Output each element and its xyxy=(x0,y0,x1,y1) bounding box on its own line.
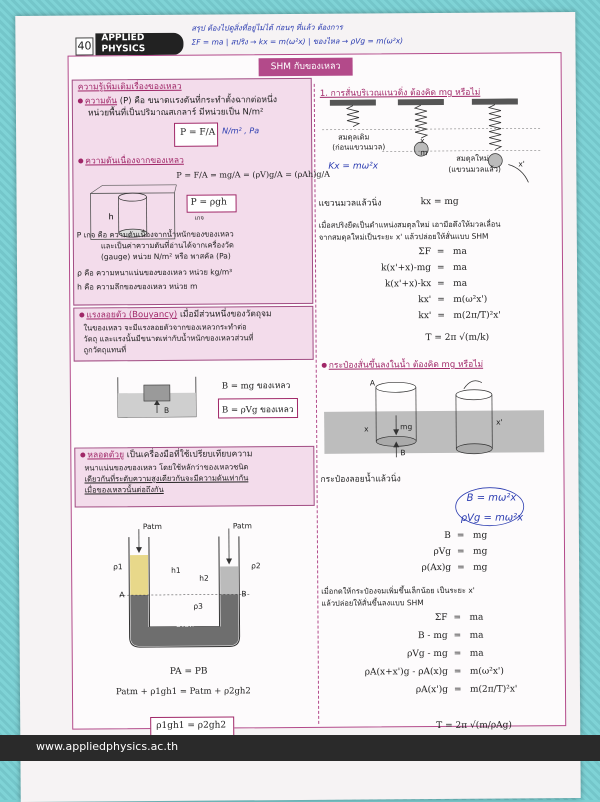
h1-label: h1 xyxy=(171,565,181,576)
eq-rhs: m(2π/T)²x' xyxy=(470,684,517,694)
u-tube-diagram xyxy=(109,526,260,657)
kx-mg: kx = mg xyxy=(421,197,459,207)
buoy-line1: แรงลอยตัว (Bouyancy) เมื่อมีส่วนหนึ่งของวัตถุจม xyxy=(79,308,271,321)
eq-lhs: k(x'+x)-mg xyxy=(381,263,431,273)
eq-rhs: m(2π/T)²x' xyxy=(453,311,500,321)
eq-sign: = xyxy=(457,547,465,557)
handwritten-note-1: สรุป ต้องไปดูสิ่งที่อยู่ไม่ได้ ก่อนๆ ที่แล้ว ต้องการ xyxy=(191,22,342,35)
can-para4: แล้วปล่อยให้สั่นขึ้นลงแบบ SHM xyxy=(321,597,423,609)
eq-sign: = xyxy=(437,311,445,321)
float-text: กระป๋องลอยน้ำแล้วนิ่ง xyxy=(320,473,400,486)
pressure-line1: ความดัน (P) คือ ขนาดแรงดันที่กระทำตั้งฉากต่อหนึ่ง xyxy=(78,94,277,107)
eq-sign: = xyxy=(454,631,462,641)
spring-header: 1. การสั่นบริเวณแนวดิ่ง ต้องคิด mg หรือไม่ xyxy=(320,87,481,100)
eq-lhs: B xyxy=(444,531,451,541)
buoyancy-diagram xyxy=(114,371,200,422)
page-number: 40 xyxy=(75,37,93,55)
eq-sign: = xyxy=(437,247,445,257)
eq-lhs: ρVg - mg xyxy=(407,649,448,659)
mano-line4: เมื่อของเหลวนั้นต่อถึงกัน xyxy=(85,484,164,496)
eq-rhs: mg xyxy=(473,531,487,541)
rho2-label: ρ2 xyxy=(251,560,261,571)
spring-new-label2: (แขวนมวลแล้ว) xyxy=(448,164,501,175)
can-para3: เมื่อกดให้กระป๋องจมเพิ่มขึ้นเล็กน้อย เป็นระยะ x' xyxy=(321,585,475,597)
pressure-formula: P = F/A xyxy=(180,128,215,138)
eq-pa-pb: PA = PB xyxy=(170,667,208,677)
buoy-line4: ถูกวัตถุแทนที่ xyxy=(84,344,127,355)
mercury-label: ปรอท xyxy=(175,619,193,630)
eq-rhs: ma xyxy=(470,631,484,641)
rho3-label: ρ3 xyxy=(193,601,203,612)
can-diagram xyxy=(324,374,545,460)
can-x-label: x xyxy=(364,424,369,435)
book-page xyxy=(15,12,580,802)
eq-rhs: mg xyxy=(473,547,487,557)
h2-label: h2 xyxy=(199,573,209,584)
rho-line: ρ คือ ความหนาแน่นของของเหลว หน่วย kg/m³ xyxy=(77,266,232,278)
buoy-line2: ในของเหลว จะมีแรงลอยตัวจากของเหลวกระทำต่อ xyxy=(83,321,246,333)
buoy-B-label: B xyxy=(164,405,169,416)
eq-lhs: ΣF xyxy=(435,613,448,623)
pgauge-line3: (gauge) หน่วย N/m² หรือ พาสคัล (Pa) xyxy=(101,250,231,262)
eq-sign: = xyxy=(454,667,462,677)
eq-lhs: ρVg xyxy=(433,547,451,557)
eq-rhs: ma xyxy=(453,279,467,289)
eq-lhs: B - mg xyxy=(418,631,448,641)
depth-header: ความดันเนื่องจากของเหลว xyxy=(78,155,184,168)
point-A-label: A xyxy=(119,589,124,600)
can-period: T = 2π √(m/ρAg) xyxy=(436,721,512,732)
depth-h-label: h xyxy=(109,212,114,221)
eq-rhs: m(ω²x') xyxy=(470,667,504,677)
can-xp-label: x' xyxy=(496,417,503,428)
eq-sign: = xyxy=(437,279,445,289)
eq-rhs: m(ω²x') xyxy=(453,295,487,305)
eq-lhs: ρ(Ax)g xyxy=(421,563,451,573)
eq-sign: = xyxy=(437,263,445,273)
h-line: h คือ ความลึกของของเหลว หน่วย m xyxy=(77,281,197,293)
eq-lhs: kx' xyxy=(418,311,431,321)
gauge-subscript: เกจ xyxy=(195,213,204,224)
spring-m-label: m xyxy=(420,147,427,158)
pressure-line2: หน่วยพื้นที่เป็นปริมาณสเกลาร์ มีหน่วยเป็น N/m² xyxy=(88,106,264,119)
spring-orig-label: สมดุลเดิม xyxy=(338,131,369,142)
applied-physics-logo: APPLIED PHYSICS xyxy=(95,33,183,56)
handwritten-kx: Kx = mω²x xyxy=(328,161,378,171)
patm-right: Patm xyxy=(233,520,252,531)
hang-text: แขวนมวลแล้วนิ่ง xyxy=(319,197,382,209)
spring-orig-label2: (ก่อนแขวนมวล) xyxy=(332,141,385,152)
pressure-header: ความรู้เพิ่มเติมเรื่องของเหลว xyxy=(78,81,182,94)
buoy-eq1: B = mg ของเหลว xyxy=(222,378,291,392)
depth-formula: P = ρgh xyxy=(191,197,227,207)
eq-sign: = xyxy=(457,531,465,541)
eq-rhs: ma xyxy=(453,263,467,273)
eq-lhs: k(x'+x)-kx xyxy=(385,279,431,289)
eq-lhs: ΣF xyxy=(418,247,431,257)
depth-formula-top: P = F/A = mg/A = (ρV)g/A = (ρAh)g/A xyxy=(176,170,330,180)
mano-line3: เดียวกันที่ระดับความสูงเดียวกันจะมีความดันเท่ากัน xyxy=(84,472,248,484)
pgauge-line1: P เกจ คือ ความดันเนื่องจากน้ำหนักของของเหลว xyxy=(77,228,234,240)
eq-lhs: ρA(x+x')g - ρA(x)g xyxy=(365,667,448,678)
spring-new-label: สมดุลใหม่ xyxy=(456,153,489,164)
pressure-unit-note: N/m² , Pa xyxy=(222,126,259,135)
can-header-row: กระป๋องสั่นขึ้นลงในน้ำ ต้องคิด mg หรือไม่ xyxy=(322,359,483,372)
buoy-eq2: B = ρVg ของเหลว xyxy=(222,402,294,416)
handwritten-note-2: ΣF = ma | สปริง → kx = m(ω²x) | ของไหล → ρVg = m(ω²x) xyxy=(191,35,403,48)
footer-bar xyxy=(0,735,600,761)
buoy-line3: วัตถุ และแรงนั้นมีขนาดเท่ากับน้ำหนักของเหลวส่วนที่ xyxy=(83,332,253,344)
handwritten-B: B = mω²x xyxy=(467,492,517,503)
spring-period: T = 2π √(m/k) xyxy=(425,333,489,343)
eq-lhs: kx' xyxy=(418,295,431,305)
eq-rhs: ma xyxy=(470,649,484,659)
eq-sign: = xyxy=(453,613,461,623)
spring-para2: จากสมดุลใหม่เป็นระยะ x' แล้วปล่อยให้สั่นแบบ SHM xyxy=(319,231,489,243)
spring-para1: เมื่อสปริงยืดเป็นตำแหน่งสมดุลใหม่ เอามือดึงให้มวลเลื่อน xyxy=(319,219,501,231)
eq-final: ρ1gh1 = ρ2gh2 xyxy=(156,721,226,731)
can-B-label: B xyxy=(400,447,405,458)
eq-rhs: ma xyxy=(469,613,483,623)
eq-full-mano: Patm + ρ1gh1 = Patm + ρ2gh2 xyxy=(116,686,251,697)
eq-sign: = xyxy=(457,563,465,573)
eq-rhs: mg xyxy=(473,563,487,573)
eq-sign: = xyxy=(454,685,462,695)
mano-line1: หลอดตัวยู เป็นเครื่องมือที่ใช้เปรียบเทียบความ xyxy=(80,448,252,461)
patm-left: Patm xyxy=(143,521,162,532)
footer-url: www.appliedphysics.ac.th xyxy=(36,740,178,753)
section-title: SHM กับของเหลว xyxy=(259,58,353,77)
eq-sign: = xyxy=(454,649,462,659)
handwritten-rho: ρVg = mω²x xyxy=(461,512,523,523)
pgauge-line2: และเป็นค่าความดันที่อ่านได้จากเครื่องวัด xyxy=(101,239,234,251)
can-A-label: A xyxy=(370,377,375,388)
spring-x-label: x xyxy=(420,135,425,146)
eq-sign: = xyxy=(437,295,445,305)
eq-lhs: ρA(x')g xyxy=(416,685,448,695)
rho1-label: ρ1 xyxy=(113,561,123,572)
eq-rhs: ma xyxy=(453,247,467,257)
can-mg-label: mg xyxy=(400,421,412,432)
spring-xp-label: x' xyxy=(518,158,525,169)
point-B-label: B xyxy=(241,588,246,599)
mano-line2: หนาแน่นของของเหลว โดยใช้หลักว่าของเหลวชนิด xyxy=(84,461,248,473)
